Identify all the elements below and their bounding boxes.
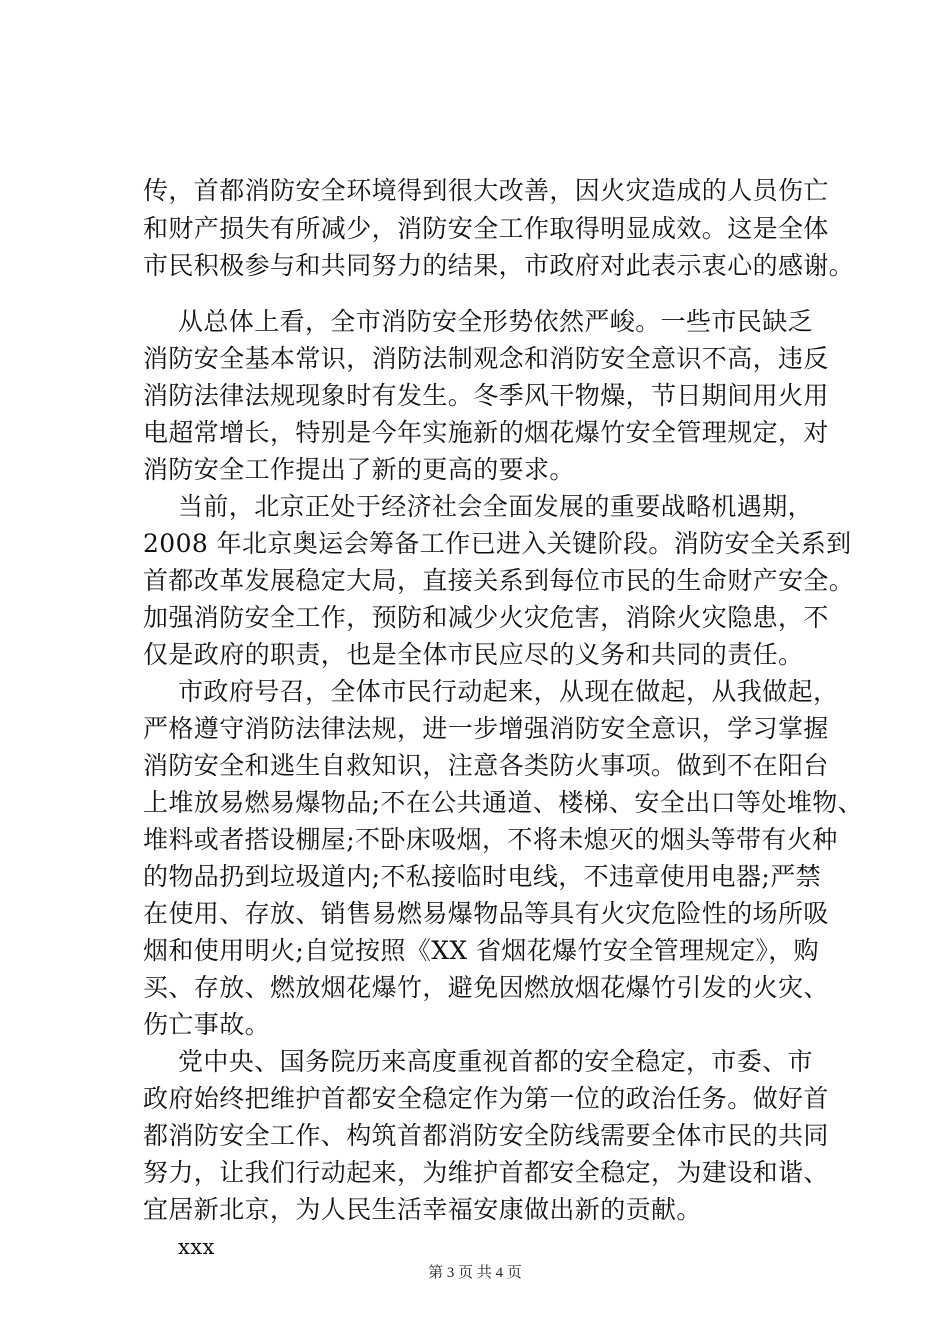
page-number-footer: 第 3 页 共 4 页 [428, 1265, 522, 1281]
text-line: 消防法律法规现象时有发生。冬季风干物燥，节日期间用火用 [143, 381, 829, 410]
signature-line: xxx [178, 1235, 215, 1259]
text-line: 仅是政府的职责，也是全体市民应尽的义务和共同的责任。 [143, 640, 804, 669]
text-line: 市民积极参与和共同努力的结果，市政府对此表示衷心的感谢。 [143, 251, 855, 280]
text-line: 当前，北京正处于经济社会全面发展的重要战略机遇期， [178, 492, 814, 521]
text-line: 宜居新北京，为人民生活幸福安康做出新的贡献。 [143, 1195, 702, 1224]
text-line: 市政府号召，全体市民行动起来，从现在做起，从我做起， [178, 677, 839, 706]
text-line: 努力，让我们行动起来，为维护首都安全稳定，为建设和谐、 [143, 1158, 829, 1187]
text-line: 首都改革发展稳定大局，直接关系到每位市民的生命财产安全。 [143, 566, 855, 595]
text-line: 都消防安全工作、构筑首都消防安全防线需要全体市民的共同 [143, 1121, 829, 1150]
text-line: 和财产损失有所减少，消防安全工作取得明显成效。这是全体 [143, 214, 829, 243]
text-line: 堆料或者搭设棚屋;不卧床吸烟，不将未熄灭的烟头等带有火种 [143, 825, 838, 854]
text-line: 2008 年北京奥运会筹备工作已进入关键阶段。消防安全关系到 [143, 529, 852, 558]
text-line: 的物品扔到垃圾道内;不私接临时电线，不违章使用电器;严禁 [143, 862, 822, 891]
text-line: 电超常增长，特别是今年实施新的烟花爆竹安全管理规定，对 [143, 418, 829, 447]
text-line: 党中央、国务院历来高度重视首都的安全稳定，市委、市 [178, 1047, 814, 1076]
text-line: 从总体上看，全市消防安全形势依然严峻。一些市民缺乏 [178, 307, 814, 336]
text-line: 伤亡事故。 [143, 1010, 271, 1039]
text-line: 消防安全工作提出了新的更高的要求。 [143, 455, 575, 484]
text-line: 传，首都消防安全环境得到很大改善，因火灾造成的人员伤亡 [143, 176, 829, 205]
text-line: 加强消防安全工作，预防和减少火灾危害，消除火灾隐患，不 [143, 603, 829, 632]
text-line: 严格遵守消防法律法规，进一步增强消防安全意识，学习掌握 [143, 714, 829, 743]
text-line: 在使用、存放、销售易燃易爆物品等具有火灾危险性的场所吸 [143, 899, 829, 928]
text-line: 买、存放、燃放烟花爆竹，避免因燃放烟花爆竹引发的火灾、 [143, 973, 829, 1002]
text-line: 消防安全基本常识，消防法制观念和消防安全意识不高，违反 [143, 344, 829, 373]
text-line: 政府始终把维护首都安全稳定作为第一位的政治任务。做好首 [143, 1084, 829, 1113]
text-line: 消防安全和逃生自救知识，注意各类防火事项。做到不在阳台 [143, 751, 829, 780]
text-line: 上堆放易燃易爆物品;不在公共通道、楼梯、安全出口等处堆物、 [143, 788, 864, 817]
text-line: 烟和使用明火;自觉按照《XX 省烟花爆竹安全管理规定》，购 [143, 936, 820, 965]
